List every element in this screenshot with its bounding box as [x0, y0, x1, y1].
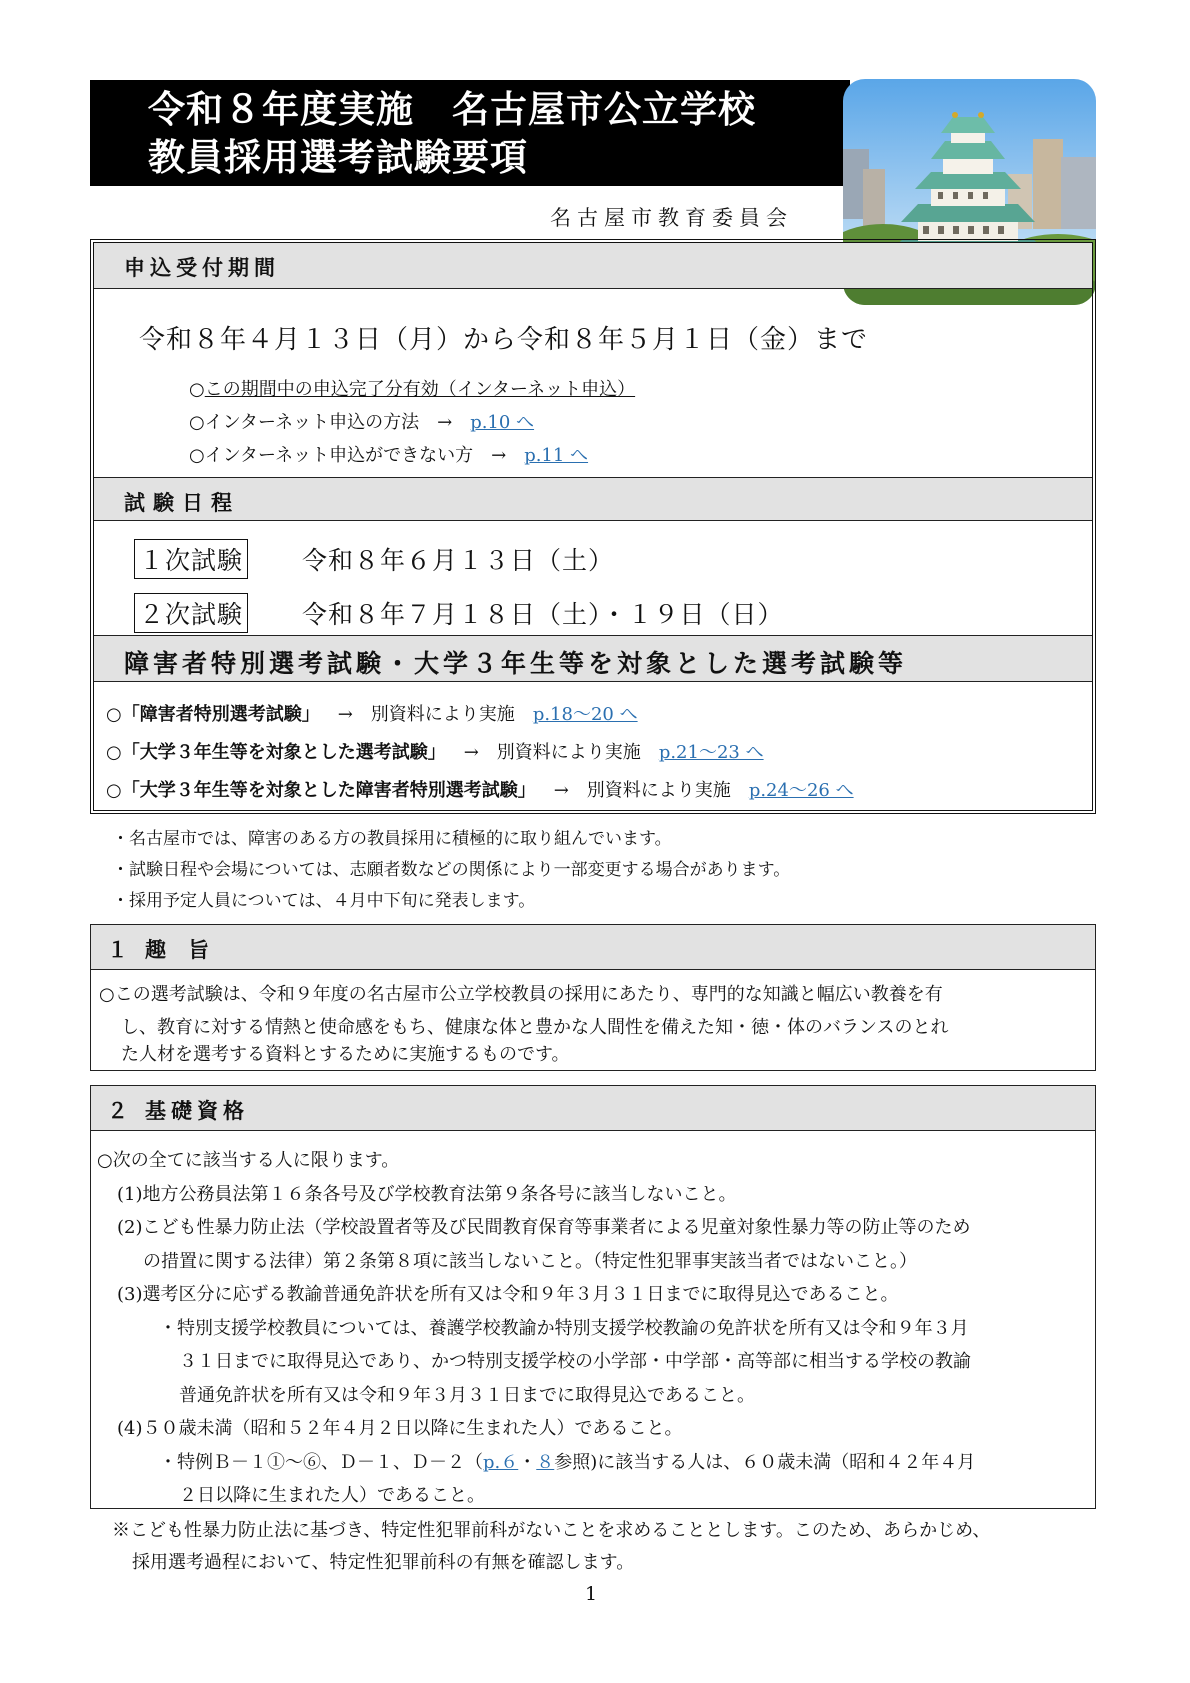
qualification-item-4: (4)５０歳未満（昭和５２年４月２日以降に生まれた人）であること。: [117, 1418, 683, 1439]
footnote-line-1: ※こども性暴力防止法に基づき、特定性犯罪前科がないことを求めることとします。このため、あらかじめ、: [112, 1520, 991, 1541]
special-exam-name: 「大学３年生等を対象とした障害者特別選考試験」: [121, 780, 536, 801]
special-exam-note: → 別資料により実施: [463, 742, 641, 763]
special-exam-note: → 別資料により実施: [553, 780, 731, 801]
first-exam-row: [134, 539, 614, 579]
special-exam-item: ○「大学３年生等を対象とした障害者特別選考試験」 → 別資料により実施 p.24～26 へ: [106, 780, 854, 801]
section-title: 趣旨: [145, 938, 231, 962]
page-18-20-link[interactable]: p.18～20 へ: [532, 704, 638, 725]
special-exam-note: → 別資料により実施: [337, 704, 515, 725]
note-no-internet-text: インターネット申込ができない方 →: [204, 445, 525, 466]
first-exam-label: １次試験: [134, 539, 248, 579]
qualification-intro: ○次の全てに該当する人に限ります。: [97, 1150, 400, 1171]
qualification-item-4-sub-cont: ２日以降に生まれた人）であること。: [179, 1485, 485, 1506]
page-8-link[interactable]: ８: [536, 1451, 555, 1473]
special-exam-heading: 障害者特別選考試験・大学３年生等を対象とした選考試験等: [94, 635, 1092, 682]
title-banner: [90, 80, 850, 186]
qualification-item-2: (2)こども性暴力防止法（学校設置者等及び民間教育保育等事業者による児童対象性暴力等の防止等のため: [117, 1217, 971, 1238]
qualification-item-3: (3)選考区分に応ずる教諭普通免許状を所有又は令和９年３月３１日までに取得見込であること。: [117, 1284, 899, 1305]
note-internet-text: インターネット申込の方法 →: [204, 412, 471, 433]
page-title-line1: 令和８年度実施 名古屋市公立学校: [148, 88, 756, 131]
qualification-item-3-sub-cont: 普通免許状を所有又は令和９年３月３１日までに取得見込であること。: [179, 1384, 755, 1406]
application-note-internet: ○インターネット申込の方法 → p.10 へ: [189, 412, 535, 433]
notice-bullet: ・名古屋市では、障害のある方の教員採用に積極的に取り組んでいます。: [112, 829, 672, 849]
section-purpose: [90, 924, 1096, 1071]
second-exam-date: 令和８年７月１８日（土）・１９日（日）: [302, 600, 784, 629]
second-exam-label: ２次試験: [134, 593, 248, 633]
page-title-line2: 教員採用選考試験要項: [148, 136, 528, 179]
first-exam-date: 令和８年６月１３日（土）: [302, 546, 615, 575]
page-21-23-link[interactable]: p.21～23 へ: [658, 742, 764, 763]
section-title: 基礎資格: [145, 1099, 249, 1123]
page-24-26-link[interactable]: p.24～26 へ: [748, 780, 854, 801]
application-period: 令和８年４月１３日（月）から令和８年５月１日（金）まで: [139, 325, 869, 355]
note-valid-text: この期間中の申込完了分有効（インターネット申込）: [204, 379, 636, 400]
application-period-heading: 申込受付期間: [94, 243, 1092, 289]
purpose-line-3: た人材を選考する資料とするために実施するものです。: [121, 1044, 570, 1065]
qualification-item-1: (1)地方公務員法第１６条各号及び学校教育法第９条各号に該当しないこと。: [117, 1183, 737, 1205]
item4-sub-text-cont: 参照)に該当する人は、６０歳未満（昭和４２年４月: [554, 1451, 976, 1473]
purpose-line-1: ○この選考試験は、令和９年度の名古屋市公立学校教員の採用にあたり、専門的な知識と幅広い教養を有: [99, 984, 943, 1005]
page-6-link[interactable]: p.６: [483, 1451, 519, 1473]
summary-box: [90, 239, 1096, 814]
item4-sub-text: ・特例Ｂ－１①～⑥、Ｄ－１、Ｄ－２（: [159, 1451, 483, 1473]
special-exam-name: 「大学３年生等を対象とした選考試験」: [121, 742, 446, 763]
item4-sub-separator: ・: [518, 1451, 537, 1473]
exam-schedule-heading: 試験日程: [94, 477, 1092, 521]
qualification-item-4-sub: [159, 1446, 1013, 1480]
section-number: １: [107, 938, 128, 962]
application-note-no-internet: ○インターネット申込ができない方 → p.11 へ: [189, 445, 589, 466]
notice-bullets: [112, 824, 790, 917]
issuer-name: 名古屋市教育委員会: [550, 206, 793, 230]
section-qualifications-heading: [91, 1086, 1095, 1131]
section-number: ２: [107, 1099, 128, 1123]
page-11-link[interactable]: p.11 へ: [524, 445, 589, 466]
second-exam-row: [134, 593, 784, 633]
special-exam-item: ○「障害者特別選考試験」 → 別資料により実施 p.18～20 へ: [106, 704, 638, 725]
purpose-line-2: し、教育に対する情熱と使命感をもち、健康な体と豊かな人間性を備えた知・徳・体のバランスのとれ: [121, 1017, 949, 1038]
notice-bullet: ・採用予定人員については、４月中下旬に発表します。: [112, 891, 536, 911]
special-exam-name: 「障害者特別選考試験」: [121, 704, 320, 725]
section-qualifications: [90, 1085, 1096, 1509]
special-exam-item: ○「大学３年生等を対象とした選考試験」 → 別資料により実施 p.21～23 へ: [106, 742, 764, 763]
section-purpose-heading: [91, 925, 1095, 970]
qualification-item-2-cont: の措置に関する法律）第２条第８項に該当しないこと。（特定性犯罪事実該当者ではないこと。）: [143, 1250, 917, 1272]
qualification-item-3-sub-cont: ３１日までに取得見込であり、かつ特別支援学校の小学部・中学部・高等部に相当する学校の教諭: [179, 1351, 971, 1372]
qualification-item-3-sub: ・特別支援学校教員については、養護学校教諭か特別支援学校教諭の免許状を所有又は令和９年３月: [159, 1317, 969, 1339]
footnote-line-2: 採用選考過程において、特定性犯罪前科の有無を確認します。: [132, 1552, 635, 1573]
notice-bullet: ・試験日程や会場については、志願者数などの関係により一部変更する場合があります。: [112, 860, 791, 880]
qualification-list: [91, 1144, 976, 1513]
application-note-valid: ○この期間中の申込完了分有効（インターネット申込）: [189, 379, 636, 400]
page-number: 1: [585, 1583, 598, 1605]
page-10-link[interactable]: p.10 へ: [470, 412, 535, 433]
footnote: [112, 1515, 990, 1579]
